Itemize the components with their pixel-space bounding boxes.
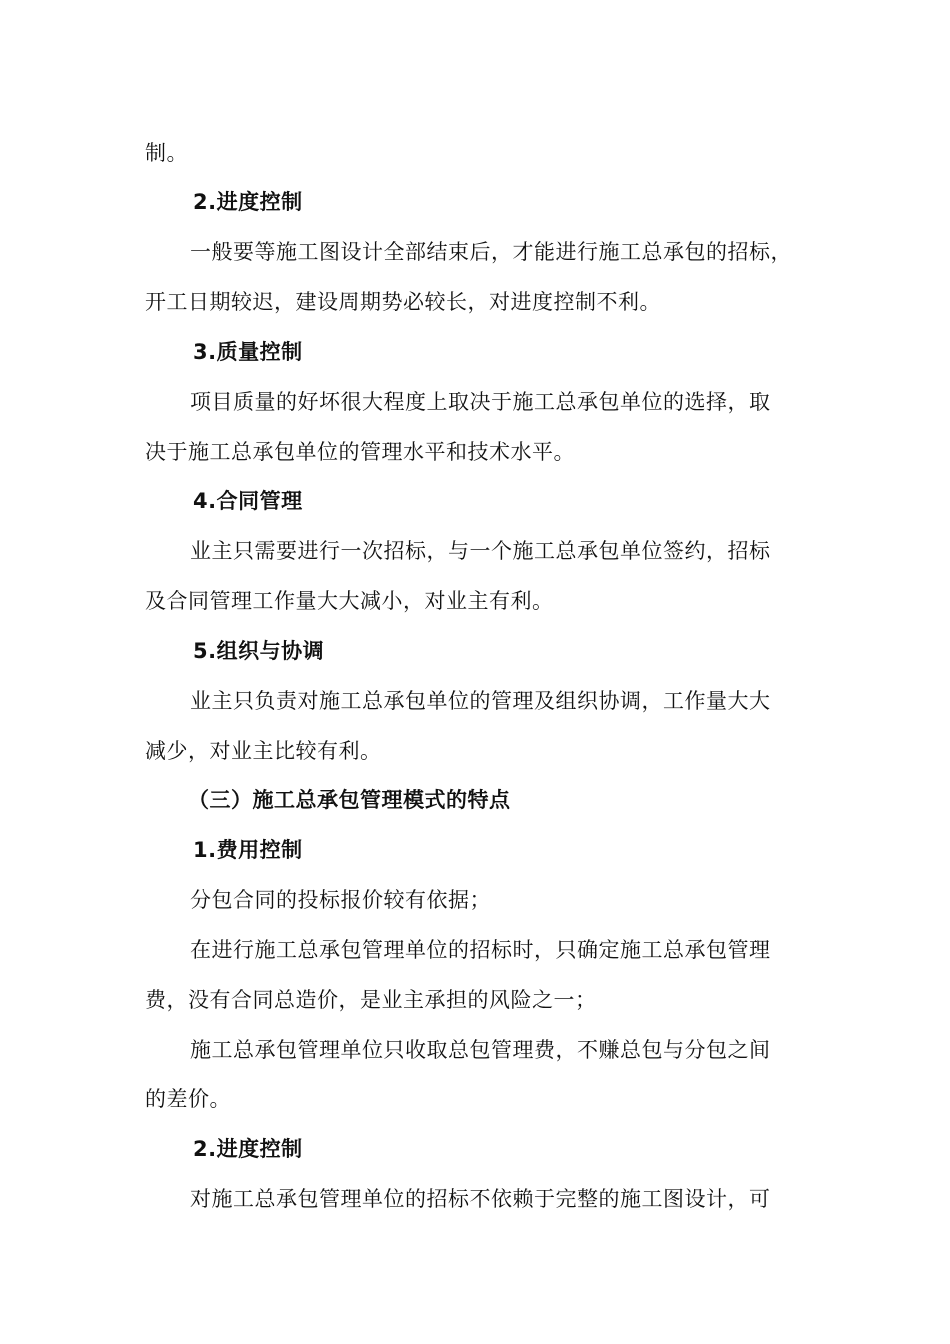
paragraph-line: 项目质量的好坏很大程度上取决于施工总承包单位的选择，取 bbox=[190, 390, 771, 414]
paragraph-line: 一般要等施工图设计全部结束后，才能进行施工总承包的招标， bbox=[190, 240, 792, 264]
section-heading-organization-coordination: 5.组织与协调 bbox=[193, 639, 325, 663]
section-heading-cost-control: 1.费用控制 bbox=[193, 838, 303, 862]
paragraph-line: 施工总承包管理单位只收取总包管理费，不赚总包与分包之间 bbox=[190, 1038, 771, 1062]
paragraph-line: 业主只需要进行一次招标，与一个施工总承包单位签约，招标 bbox=[190, 539, 771, 563]
paragraph-line: 费，没有合同总造价，是业主承担的风险之一； bbox=[145, 988, 597, 1012]
paragraph-line: 的差价。 bbox=[145, 1087, 231, 1111]
paragraph-line: 开工日期较迟，建设周期势必较长，对进度控制不利。 bbox=[145, 290, 661, 314]
section-heading-contract-management: 4.合同管理 bbox=[193, 489, 303, 513]
paragraph-line: 在进行施工总承包管理单位的招标时，只确定施工总承包管理 bbox=[190, 938, 771, 962]
section-heading-progress-control: 2.进度控制 bbox=[193, 190, 303, 214]
paragraph-line: 决于施工总承包单位的管理水平和技术水平。 bbox=[145, 440, 575, 464]
section-heading-progress-control-2: 2.进度控制 bbox=[193, 1137, 303, 1161]
section-heading-quality-control: 3.质量控制 bbox=[193, 340, 303, 364]
chapter-heading-construction-management-mode: （三）施工总承包管理模式的特点 bbox=[188, 788, 511, 812]
paragraph-line: 对施工总承包管理单位的招标不依赖于完整的施工图设计，可 bbox=[190, 1187, 771, 1211]
paragraph-line: 及合同管理工作量大大减小，对业主有利。 bbox=[145, 589, 554, 613]
paragraph-continuation: 制。 bbox=[145, 141, 188, 165]
paragraph-line: 业主只负责对施工总承包单位的管理及组织协调，工作量大大 bbox=[190, 689, 771, 713]
paragraph-line: 分包合同的投标报价较有依据； bbox=[190, 888, 491, 912]
paragraph-line: 减少，对业主比较有利。 bbox=[145, 739, 382, 763]
